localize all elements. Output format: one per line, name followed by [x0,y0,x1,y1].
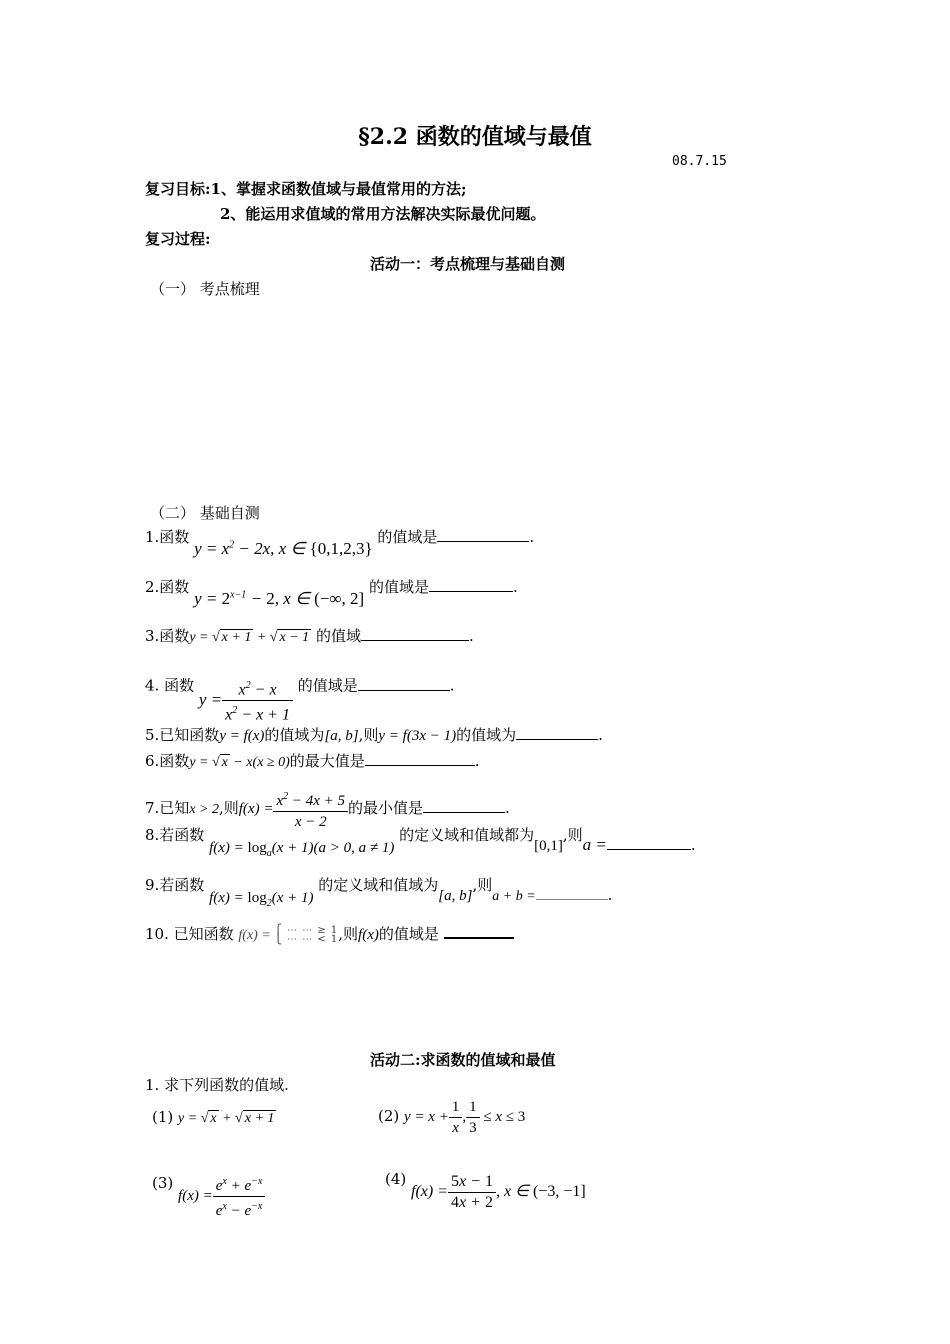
part-1 [152,1108,276,1127]
question-9-mid: ,则 [472,876,493,894]
question-2-prefix: 2.函数 [145,578,190,596]
question-5-interval: [a, b] [324,728,359,744]
part-1-formula: y = √ x + √ x + 1 [178,1111,275,1126]
goal-line-2: 2、能运用求值域的常用方法解决实际最优问题。 [220,205,546,223]
part-2-formula: y = x + $\frac{1}{x}$ , $\frac{1}{3}$ ≤ x ≤ 3 [404,1099,526,1136]
question-10-formula-b: f(x) [358,927,379,943]
piecewise-formula: ⎧ ⋯ ⋯ ≥ 1 ⎩ ⋯ ⋯ < 1 [274,925,339,945]
question-8-prefix: 8.若函数 [145,826,205,844]
question-10-formula: f(x) = [238,928,275,943]
answer-blank-6[interactable] [365,751,475,766]
question-9-formula: $f(x) = \log_2(x + 1)$ [209,890,314,909]
part-2 [378,1097,525,1138]
part-3-formula: f(x) = $\frac{e^x + e^{-x}}{e^x - e^{-x}}$ [178,1188,265,1204]
question-10-mid: ,则 [338,925,359,943]
answer-blank-10[interactable] [444,923,514,939]
activity-1-heading: 活动一：考点梳理与基础自测 [370,255,566,273]
question-7: 7.已知x > 2,则f(x) = $\frac{x^2 - 4x + 5}{x - 2}$ 的最小值是 . [145,787,510,832]
question-8-interval: [0,1] [534,838,563,854]
part-4-label: (4) [385,1170,407,1189]
question-4-suffix: 的值域是 [297,676,358,695]
question-4-formula: y = $\frac{x^2 - x}{x^2 - x + 1}$ [199,690,293,709]
question-7-prefix: 7.已知 [145,798,190,817]
question-2-suffix: 的值域是 [368,578,429,596]
answer-blank-3[interactable] [361,626,469,641]
part-4-formula: f(x) = $\frac{5x - 1}{4x + 2}$ , x ∈ (−3, −1] [411,1173,586,1211]
activity-2-heading: 活动二:求函数的值域和最值 [370,1051,556,1069]
question-2: 2.函数 $y = 2^{x-1} - 2$, x ∈ (−∞, 2] 的值域是 . [145,578,518,608]
question-2-formula: $y = 2^{x-1} - 2$, x ∈ (−∞, 2] [194,589,365,608]
question-5-mid-2: ,则 [358,726,379,744]
question-9-expression: a + b = [492,889,536,904]
date: 08.7.15 [672,154,727,169]
question-5-formula-b: y = f(3x − 1) [378,728,457,744]
question-6-prefix: 6.函数 [145,752,190,770]
question-9-suffix: 的定义域和值域为 [318,876,439,894]
page-title: §2.2 函数的值域与最值 [358,124,592,150]
question-9-prefix: 9.若函数 [145,876,205,894]
question-5-formula-a: y = f(x) [219,728,265,744]
question-4-prefix: 4. 函数 [145,676,195,695]
part-1-label: (1) [152,1108,174,1126]
answer-blank-1[interactable] [437,527,529,542]
question-8-suffix: 的定义域和值域都为 [399,826,535,844]
question-6: 6.函数y = √ x − x(x ≥ 0)的最大值是 . [145,752,480,770]
part-4 [385,1160,586,1211]
question-8-mid: ,则 [562,826,583,844]
question-9: 9.若函数 $f(x) = \log_2(x + 1)$ 的定义域和值域为[a, b],则a + b = . [145,876,613,909]
answer-blank-7[interactable] [423,798,505,813]
question-5-prefix: 5.已知函数 [145,726,220,744]
question-6-suffix: 的最大值是 [289,752,365,770]
part-2-label: (2) [378,1106,400,1125]
question-5-mid-1: 的值域为 [264,726,325,744]
question-7-suffix: 的最小值是 [348,798,424,817]
question-7-formula: f(x) = $\frac{x^2 - 4x + 5}{x - 2}$ [239,801,348,817]
part-3 [152,1160,265,1219]
question-8-formula: $f(x) = \log_a(x + 1)(a > 0$, a ≠ 1) [209,840,395,859]
answer-blank-4[interactable] [358,676,450,691]
question-10-suffix: 的值域是 [378,925,439,943]
question-8-variable: a = [582,835,607,854]
question-7-mid: ,则 [218,798,239,817]
question-9-interval: [a, b] [438,888,473,904]
question-1-formula: $y = x^2 - 2x$, x ∈ {0,1,2,3} [194,539,373,558]
question-3-suffix: 的值域 [315,627,361,645]
question-5: 5.已知函数y = f(x)的值域为[a, b],则y = f(3x − 1)的值域为 . [145,726,603,744]
question-8: 8.若函数 $f(x) = \log_a(x + 1)(a > 0$, a ≠ 1) 的定义域和值域都为[0,1],则a = . [145,826,696,859]
question-5-suffix: 的值域为 [456,726,517,744]
section-1-heading: （一） 考点梳理 [150,280,260,298]
question-10 [145,923,514,944]
question-6-formula: y = √ x − x(x ≥ 0) [189,755,290,770]
question-7-condition: x > 2 [189,801,219,817]
question-4: 4. 函数 y = $\frac{x^2 - x}{x^2 - x + 1}$ 的值域是 . [145,676,455,724]
answer-blank-9[interactable] [536,885,608,900]
answer-blank-2[interactable] [429,577,513,592]
question-1: 1.函数 $y = x^2 - 2x$, x ∈ {0,1,2,3} 的值域是 . [145,528,535,558]
section-2-heading: （二） 基础自测 [150,504,260,522]
process-heading: 复习过程: [145,230,211,248]
answer-blank-5[interactable] [516,725,598,740]
answer-blank-8[interactable] [607,835,691,850]
question-3-prefix: 3.函数 [145,627,190,645]
question-3: 3.函数y = √ x + 1 + √ x − 1 的值域 . [145,627,474,645]
goal-line-1: 复习目标:1、掌握求函数值域与最值常用的方法; [145,180,467,198]
activity-2-question-1: 1. 求下列函数的值域. [145,1076,289,1094]
question-10-prefix: 10. 已知函数 [145,925,234,943]
question-3-formula: y = √ x + 1 + √ x − 1 [189,630,310,645]
question-1-suffix: 的值域是 [377,528,438,546]
question-1-prefix: 1.函数 [145,528,190,546]
part-3-label: (3) [152,1173,174,1192]
